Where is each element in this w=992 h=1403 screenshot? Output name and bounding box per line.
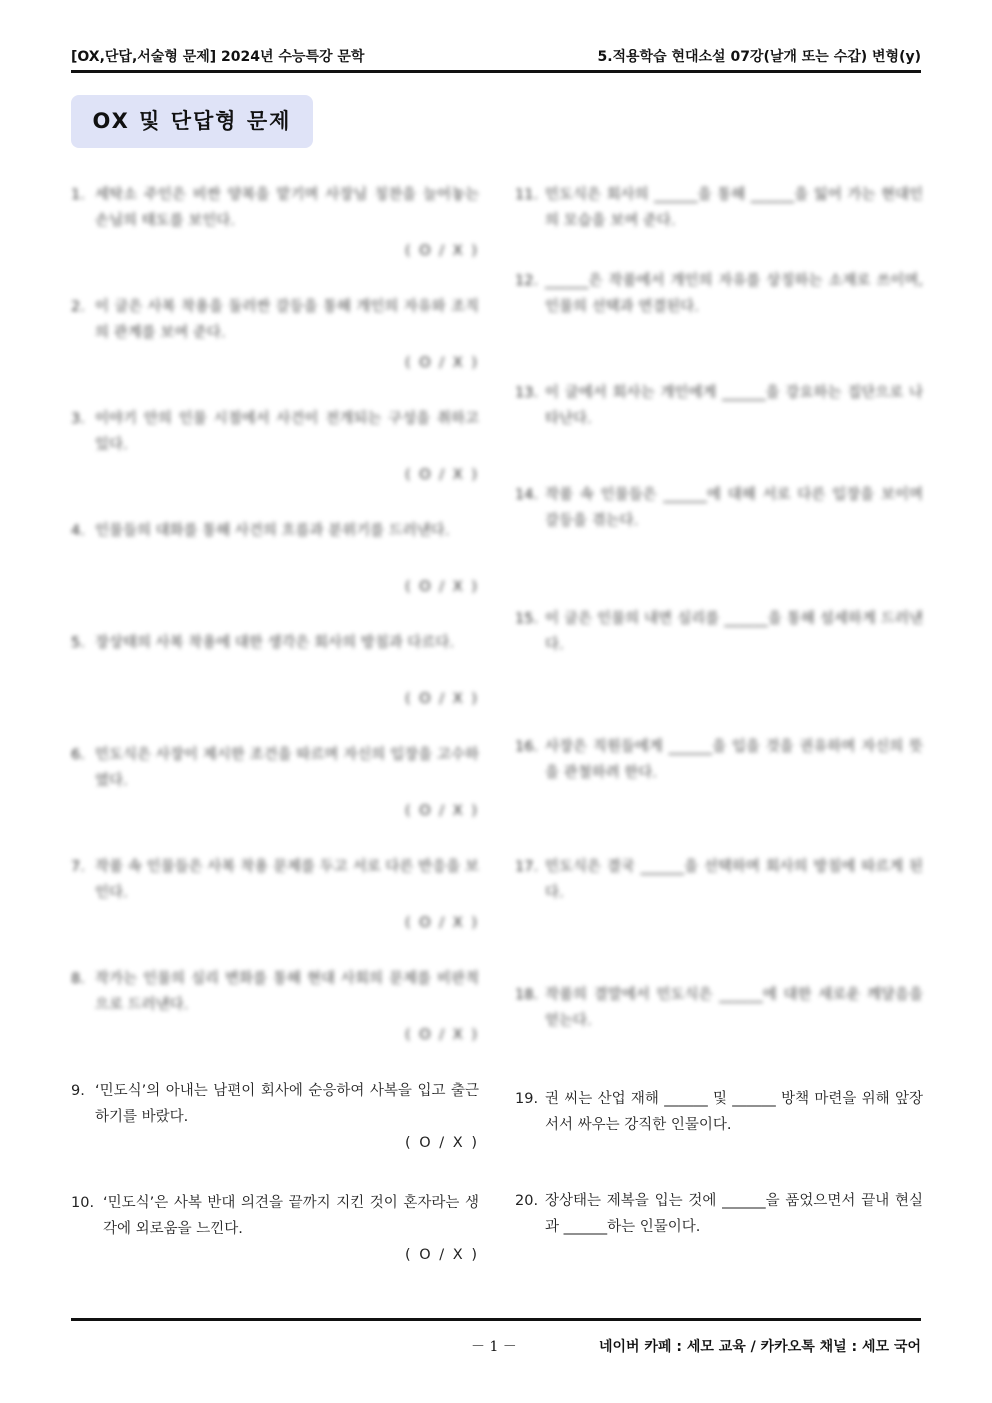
question-number: 16.: [515, 739, 539, 755]
question-number: 1.: [71, 187, 85, 203]
question-number: 15.: [515, 611, 539, 627]
header-divider: [71, 70, 921, 73]
question-item: [515, 1086, 923, 1138]
ox-mark: ( O / X ): [405, 691, 479, 707]
question-text: 작가는 인물의 심리 변화를 통해 현대 사회의 문제를 비판적으로 드러낸다.: [95, 971, 479, 1013]
question-item: [515, 482, 923, 534]
ox-mark: ( O / X ): [405, 915, 479, 931]
question-number: 17.: [515, 859, 539, 875]
question-number: 13.: [515, 385, 539, 401]
ox-mark: ( O / X ): [405, 1135, 479, 1151]
question-number: 12.: [515, 273, 539, 289]
question-item: [71, 742, 479, 819]
question-item: [515, 734, 923, 786]
page-header: [71, 44, 921, 70]
question-text: 인물들의 대화를 통해 사건의 흐름과 분위기를 드러낸다.: [95, 523, 450, 539]
question-text: 세탁소 주인은 비싼 양복을 맡기며 사장님 칭찬을 늘어놓는 손님의 태도를 보인다.: [95, 187, 479, 229]
question-item: [71, 966, 479, 1043]
question-number: 2.: [71, 299, 85, 315]
question-number: 10.: [71, 1195, 95, 1211]
header-right-title: 5.적용학습 현대소설 07강(날개 또는 수갑) 변형(y): [597, 49, 921, 65]
question-item: [515, 182, 923, 234]
question-text: 민도식은 사장이 제시한 조건을 따르며 자신의 입장을 고수하였다.: [95, 747, 479, 789]
question-number: 20.: [515, 1193, 539, 1209]
question-number: 14.: [515, 487, 539, 503]
question-number: 5.: [71, 635, 85, 651]
question-text: 장상태의 사복 착용에 대한 생각은 회사의 방침과 다르다.: [95, 635, 455, 651]
footer-divider: [71, 1318, 921, 1321]
question-text: 권 씨는 산업 재해 ______ 및 ______ 방책 마련을 위해 앞장 서서 싸우는 강직한 인물이다.: [545, 1091, 923, 1133]
ox-mark: ( O / X ): [405, 355, 479, 371]
question-text: 이 글은 인물의 내면 심리를 ______을 통해 섬세하게 드러낸다.: [545, 611, 923, 653]
question-item: [71, 854, 479, 931]
ox-mark: ( O / X ): [405, 803, 479, 819]
question-number: 3.: [71, 411, 85, 427]
ox-mark: ( O / X ): [405, 1027, 479, 1043]
question-number: 9.: [71, 1083, 85, 1099]
question-text: ______은 작품에서 개인의 자유를 상징하는 소재로 쓰이며, 인물의 선택과 연결된다.: [545, 273, 923, 315]
question-item: [515, 606, 923, 658]
question-number: 8.: [71, 971, 85, 987]
question-text: 민도식은 결국 ______을 선택하며 회사의 방침에 따르게 된다.: [545, 859, 923, 901]
question-text: ‘민도식’의 아내는 남편이 회사에 순응하여 사복을 입고 출근하기를 바랐다.: [95, 1083, 479, 1125]
question-item: [515, 380, 923, 432]
question-item: [515, 982, 923, 1034]
question-item: [71, 1078, 479, 1151]
page-footer: [71, 1336, 921, 1360]
question-number: 11.: [515, 187, 539, 203]
question-text: 이야기 안의 인물 시점에서 사건이 전개되는 구성을 취하고 있다.: [95, 411, 479, 453]
header-left-title: [OX,단답,서술형 문제] 2024년 수능특강 문학: [71, 49, 365, 65]
question-text: 이 글은 사복 착용을 둘러싼 갈등을 통해 개인의 자유와 조직의 관계를 보여 준다.: [95, 299, 479, 341]
section-title: OX 및 단답형 문제: [71, 95, 313, 148]
question-number: 6.: [71, 747, 85, 763]
question-text: 민도식은 회사의 ______을 통해 ______을 잃어 가는 현대인의 모습을 보여 준다.: [545, 187, 923, 229]
question-item: [71, 630, 479, 707]
question-text: 작품의 결말에서 민도식은 ______에 대한 새로운 깨달음을 얻는다.: [545, 987, 923, 1029]
question-item: [71, 294, 479, 371]
question-item: [71, 182, 479, 259]
question-number: 18.: [515, 987, 539, 1003]
ox-mark: ( O / X ): [405, 579, 479, 595]
question-text: ‘민도식’은 사복 반대 의견을 끝까지 지킨 것이 혼자라는 생각에 외로움을 느낀다.: [103, 1195, 479, 1237]
question-text: 사장은 직원들에게 ______을 입을 것을 권유하며 자신의 뜻을 관철하려 한다.: [545, 739, 923, 781]
question-text: 이 글에서 회사는 개인에게 ______을 강요하는 집단으로 나타난다.: [545, 385, 923, 427]
question-text: 작품 속 인물들은 사복 착용 문제를 두고 서로 다른 반응을 보인다.: [95, 859, 479, 901]
question-item: [71, 1190, 479, 1263]
footer-channel-info: 네이버 카페 : 세모 교육 / 카카오톡 채널 : 세모 국어: [598, 1339, 921, 1355]
page-number: － 1 －: [471, 1339, 517, 1355]
ox-mark: ( O / X ): [405, 467, 479, 483]
question-item: [515, 1188, 923, 1240]
question-item: [515, 268, 923, 320]
question-text: 작품 속 인물들은 ______에 대해 서로 다른 입장을 보이며 갈등을 겪는다.: [545, 487, 923, 529]
question-number: 19.: [515, 1091, 539, 1107]
ox-mark: ( O / X ): [405, 1247, 479, 1263]
question-item: [71, 518, 479, 595]
question-item: [71, 406, 479, 483]
question-text: 장상태는 제복을 입는 것에 ______을 품었으면서 끝내 현실과 ______하는 인물이다.: [545, 1193, 923, 1235]
question-item: [515, 854, 923, 906]
ox-mark: ( O / X ): [405, 243, 479, 259]
question-number: 4.: [71, 523, 85, 539]
question-number: 7.: [71, 859, 85, 875]
